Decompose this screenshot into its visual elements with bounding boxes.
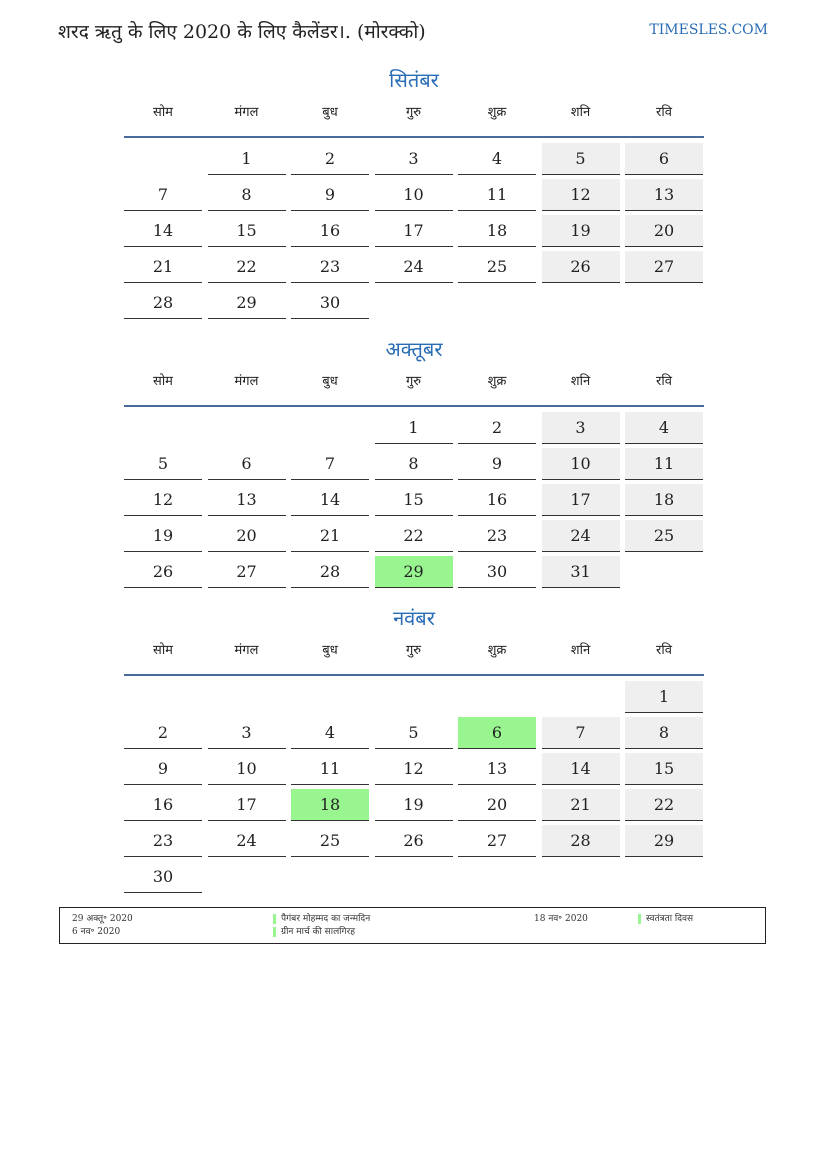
day-cell: 5 <box>124 448 202 480</box>
weekday-label: बुध <box>322 105 338 120</box>
site-link[interactable]: TIMESLES.COM <box>649 22 768 38</box>
day-cell: 3 <box>542 412 620 444</box>
day-cell: 17 <box>542 484 620 516</box>
day-cell: 9 <box>291 179 369 211</box>
day-cell: 14 <box>291 484 369 516</box>
day-cell: 19 <box>124 520 202 552</box>
day-cell: 4 <box>625 412 703 444</box>
day-cell: 20 <box>208 520 286 552</box>
day-cell: 24 <box>375 251 453 283</box>
day-cell: 15 <box>375 484 453 516</box>
day-cell: 21 <box>542 789 620 821</box>
day-cell: 26 <box>375 825 453 857</box>
day-cell: 30 <box>291 287 369 319</box>
day-cell: 2 <box>124 717 202 749</box>
day-cell: 18 <box>291 789 369 821</box>
day-cell: 23 <box>124 825 202 857</box>
weekday-header <box>124 640 704 666</box>
day-cell: 22 <box>375 520 453 552</box>
day-cell: 31 <box>542 556 620 588</box>
day-cell: 6 <box>625 143 703 175</box>
day-cell: 30 <box>458 556 536 588</box>
day-cell: 16 <box>124 789 202 821</box>
day-cell: 11 <box>458 179 536 211</box>
day-cell: 3 <box>208 717 286 749</box>
day-cell: 13 <box>458 753 536 785</box>
legend-holiday-name: पैगंबर मोहम्मद का जन्मदिन <box>281 914 371 924</box>
day-cell: 28 <box>124 287 202 319</box>
weekday-header <box>124 371 704 397</box>
month-title: नवंबर <box>393 606 435 630</box>
legend-date: 29 अक्तू॰ 2020 <box>72 914 133 924</box>
day-cell: 12 <box>542 179 620 211</box>
weekday-label: सोम <box>153 374 173 389</box>
legend-holiday-name: ग्रीन मार्च की सालगिरह <box>281 927 356 937</box>
weekday-label: रवि <box>656 374 672 389</box>
day-cell: 8 <box>375 448 453 480</box>
legend-date: 18 नव॰ 2020 <box>534 914 588 924</box>
day-cell: 26 <box>542 251 620 283</box>
day-cell: 1 <box>375 412 453 444</box>
weekday-label: सोम <box>153 105 173 120</box>
day-cell: 24 <box>208 825 286 857</box>
header-rule <box>124 136 704 138</box>
day-cell: 18 <box>458 215 536 247</box>
day-cell: 15 <box>625 753 703 785</box>
weekday-label: सोम <box>153 643 173 658</box>
day-cell: 6 <box>208 448 286 480</box>
day-cell: 10 <box>375 179 453 211</box>
page-title: शरद ऋतु के लिए 2020 के लिए कैलेंडर।. (मोरक्को) <box>58 21 426 43</box>
weekday-label: मंगल <box>234 105 259 120</box>
day-cell: 29 <box>375 556 453 588</box>
day-cell: 2 <box>458 412 536 444</box>
day-cell: 4 <box>291 717 369 749</box>
month-title: सितंबर <box>389 68 439 92</box>
day-cell: 25 <box>291 825 369 857</box>
weekday-label: शुक्र <box>487 643 507 658</box>
day-cell: 22 <box>625 789 703 821</box>
day-cell: 17 <box>375 215 453 247</box>
weekday-label: शनि <box>570 105 591 120</box>
weekday-label: बुध <box>322 643 338 658</box>
weekday-label: गुरु <box>405 374 422 389</box>
weekday-label: शनि <box>570 374 591 389</box>
day-cell: 9 <box>124 753 202 785</box>
day-cell: 10 <box>542 448 620 480</box>
day-cell: 25 <box>458 251 536 283</box>
day-cell: 22 <box>208 251 286 283</box>
month-block <box>124 66 704 312</box>
holiday-marker <box>638 914 641 924</box>
day-cell: 4 <box>458 143 536 175</box>
weekday-label: शुक्र <box>487 105 507 120</box>
day-cell: 8 <box>625 717 703 749</box>
day-cell: 27 <box>625 251 703 283</box>
day-cell: 27 <box>458 825 536 857</box>
header-rule <box>124 405 704 407</box>
day-cell: 23 <box>291 251 369 283</box>
day-cell: 29 <box>625 825 703 857</box>
day-cell: 13 <box>625 179 703 211</box>
day-cell: 29 <box>208 287 286 319</box>
day-cell: 30 <box>124 861 202 893</box>
weekday-label: बुध <box>322 374 338 389</box>
month-title: अक्तूबर <box>385 337 443 361</box>
weekday-label: गुरु <box>405 105 422 120</box>
day-cell: 27 <box>208 556 286 588</box>
weekday-label: रवि <box>656 105 672 120</box>
weekday-header <box>124 102 704 128</box>
day-cell: 20 <box>625 215 703 247</box>
day-cell: 25 <box>625 520 703 552</box>
weekday-label: शुक्र <box>487 374 507 389</box>
day-cell: 28 <box>291 556 369 588</box>
day-cell: 1 <box>625 681 703 713</box>
day-cell: 19 <box>375 789 453 821</box>
day-cell: 16 <box>291 215 369 247</box>
month-block <box>124 604 704 886</box>
day-cell: 7 <box>542 717 620 749</box>
day-cell: 15 <box>208 215 286 247</box>
day-cell: 23 <box>458 520 536 552</box>
day-cell: 26 <box>124 556 202 588</box>
weekday-label: रवि <box>656 643 672 658</box>
day-cell: 18 <box>625 484 703 516</box>
day-cell: 12 <box>124 484 202 516</box>
day-cell: 8 <box>208 179 286 211</box>
weekday-label: शनि <box>570 643 591 658</box>
day-cell: 2 <box>291 143 369 175</box>
day-cell: 16 <box>458 484 536 516</box>
weekday-label: गुरु <box>405 643 422 658</box>
day-cell: 7 <box>124 179 202 211</box>
day-cell: 13 <box>208 484 286 516</box>
day-cell: 9 <box>458 448 536 480</box>
legend-holiday-name: स्वतंत्रता दिवस <box>646 914 694 924</box>
holiday-legend <box>59 907 766 944</box>
day-cell: 5 <box>375 717 453 749</box>
day-cell: 7 <box>291 448 369 480</box>
day-cell: 5 <box>542 143 620 175</box>
day-cell: 24 <box>542 520 620 552</box>
day-cell: 14 <box>542 753 620 785</box>
day-cell: 19 <box>542 215 620 247</box>
day-cell: 1 <box>208 143 286 175</box>
day-cell: 28 <box>542 825 620 857</box>
day-cell: 3 <box>375 143 453 175</box>
day-cell: 6 <box>458 717 536 749</box>
day-cell: 20 <box>458 789 536 821</box>
legend-date: 6 नव॰ 2020 <box>72 927 121 937</box>
day-cell: 21 <box>291 520 369 552</box>
weekday-label: मंगल <box>234 643 259 658</box>
holiday-marker <box>273 927 276 937</box>
day-cell: 10 <box>208 753 286 785</box>
day-cell: 11 <box>291 753 369 785</box>
weekday-label: मंगल <box>234 374 259 389</box>
day-cell: 14 <box>124 215 202 247</box>
day-cell: 21 <box>124 251 202 283</box>
month-block <box>124 335 704 581</box>
header-rule <box>124 674 704 676</box>
day-cell: 12 <box>375 753 453 785</box>
day-cell: 17 <box>208 789 286 821</box>
day-cell: 11 <box>625 448 703 480</box>
holiday-marker <box>273 914 276 924</box>
